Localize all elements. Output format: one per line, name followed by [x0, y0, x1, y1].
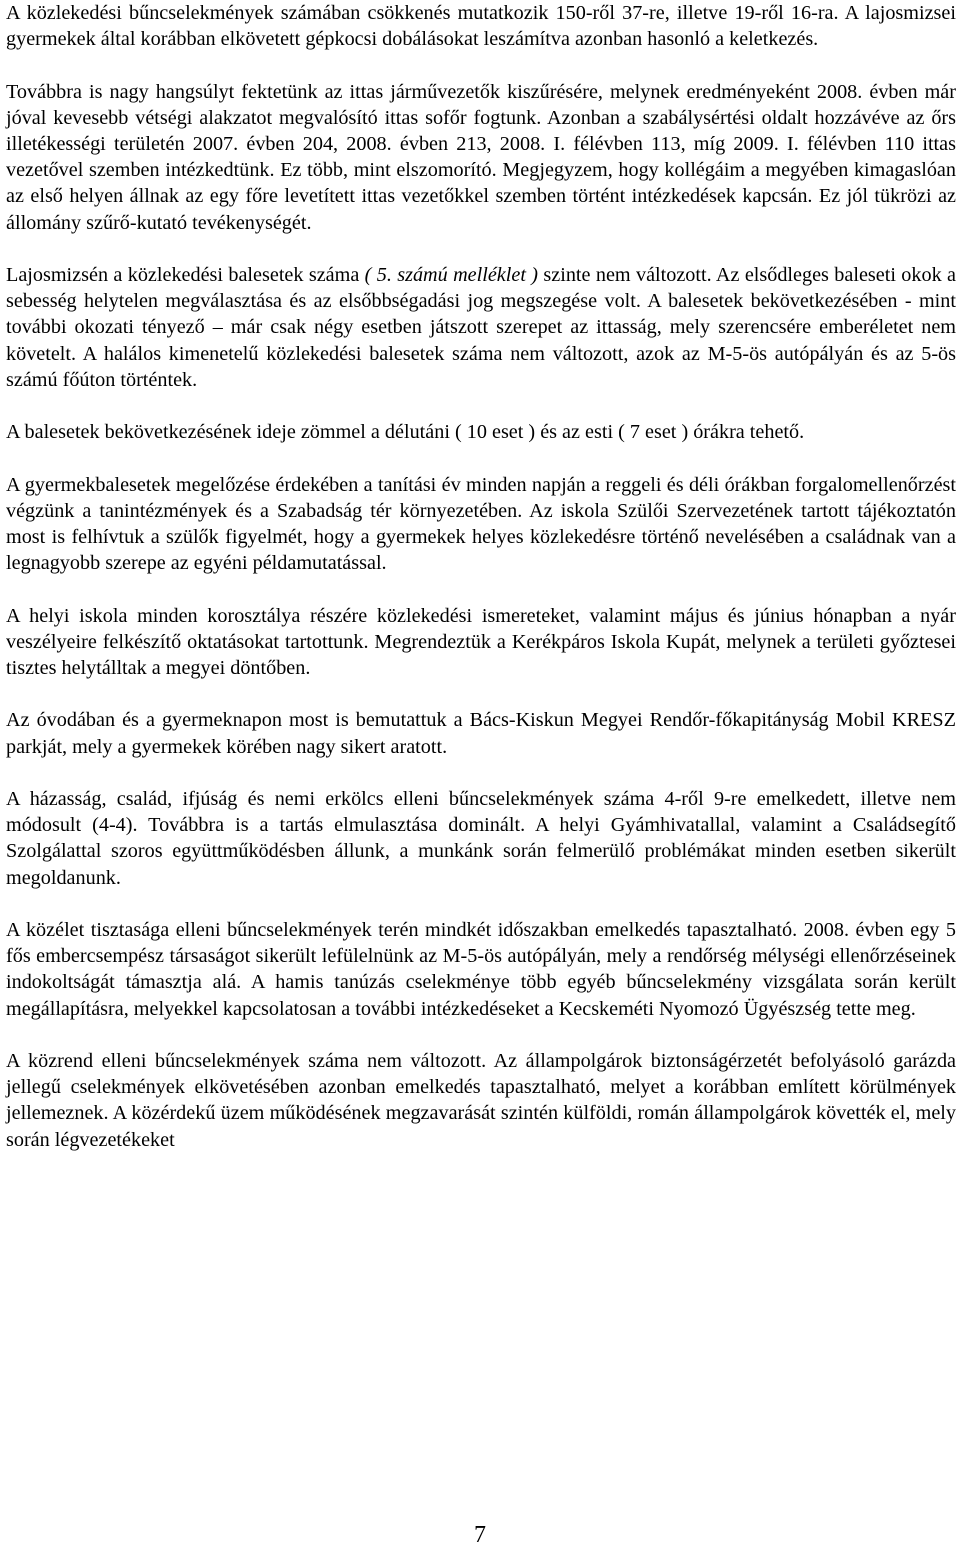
paragraph-child-accident-prevention: A gyermekbalesetek megelőzése érdekében a tanítási év minden napján a reggeli és déli órákban forgalomellenőrzést végzünk a tanintézmények és a Szabadság tér környezetében. Az iskola Szülői Szervezetének tartott tájékoztatón most is felhívtuk a szülők figyelmét, hogy a gyermekek helyes közlekedésre történő nevelésében a családnak van a legnagyobb szerepe az egyéni példamutatással.: [6, 473, 956, 575]
paragraph-drunk-drivers: Továbbra is nagy hangsúlyt fektetünk az ittas járművezetők kiszűrésére, melynek eredményeként 2008. évben már jóval kevesebb vétségi alakzatot megvalósító ittas sofőr fogtunk. Azonban a szabálysértési oldalt hozzávéve az őrs illetékességi területén 2007. évben 204, 2008. évben 213, 2008. I. félévben 113, míg 2009. I. félévben 110 ittas vezetővel szemben intézkedtünk. Ez több, mint elszomorító. Megjegyzem, hogy kollégáim a megyében kimagaslóan az első helyen állnak az egy főre levetített ittas vezetőkkel szemben történt intézkedések kapcsán. Ez jól tükrözi az állomány szűrő-kutató tevékenységét.: [6, 80, 956, 234]
accidents-text-after: szinte nem változott. Az elsődleges baleseti okok a sebesség helytelen megválasztása és az elsőbbségadási jog megszegése volt. A balesetek bekövetkezésében - mint további okozati tényező – már csak négy esetben játszott szerepet az ittasság, mely szerencsére emberéletet nem követelt. A halálos kimenetelű közlekedési balesetek száma nem változott, azok az M-5-ös autópályán és az 5-ös számú főúton történtek.: [6, 264, 957, 391]
paragraph-kindergarten: Az óvodában és a gyermeknapon most is bemutattuk a Bács-Kiskun Megyei Rendőr-főkapitányság Mobil KRESZ parkját, mely a gyermekek körében nagy sikert aratott.: [6, 709, 956, 758]
paragraph-public-integrity: A közélet tisztasága elleni bűncselekmények terén mindkét időszakban emelkedés tapasztalható. 2008. évben egy 5 fős embercsempész társaságot sikerült lefülelnünk az M-5-ös autópályán, mely a rendőrség mélységi ellenőrzéseinek indokoltságát támasztja alá. A hamis tanúzás cselekménye több egyéb bűncselekmény vizsgálata során került megállapításra, melyekkel kapcsolatosan a további intézkedéseket a Kecskeméti Nyomozó Ügyészség tette meg.: [6, 918, 956, 1020]
page-number: 7: [474, 1522, 486, 1548]
paragraph-traffic-crimes: A közlekedési bűncselekmények számában csökkenés mutatkozik 150-ről 37-re, illetve 19-ről 16-ra. A lajosmizsei gyermekek által korábban elkövetett gépkocsi dobálásokat leszámítva azonban hasonló a keletkezés.: [6, 2, 956, 51]
annex-reference: ( 5. számú melléklet ): [364, 264, 539, 286]
paragraph-accident-times: A balesetek bekövetkezésének ideje zömmel a délutáni ( 10 eset ) és az esti ( 7 eset ) órákra tehető.: [6, 421, 805, 444]
paragraph-accidents: [6, 262, 956, 393]
paragraph-school-education: A helyi iskola minden korosztálya részére közlekedési ismereteket, valamint május és június hónapban a nyár veszélyeire felkészítő oktatásokat tartottunk. Megrendeztük a Kerékpáros Iskola Kupát, melynek a területi győztesei tisztes helytálltak a megyei döntőben.: [6, 604, 956, 679]
accidents-text-before: Lajosmizsén a közlekedési balesetek száma: [6, 264, 365, 286]
paragraph-family-crimes: A házasság, család, ifjúság és nemi erkölcs elleni bűncselekmények száma 4-ről 9-re emelkedett, illetve nem módosult (4-4). Továbbra is a tartás elmulasztása dominált. A helyi Gyámhivatallal, valamint a Családsegítő Szolgálattal szoros együttműködésben állunk, a munkánk során felmerülő problémákat minden esetben sikerült megoldanunk.: [6, 787, 956, 889]
document-page: [6, 0, 956, 1179]
paragraph-public-order: A közrend elleni bűncselekmények száma nem változott. Az állampolgárok biztonságérzetét befolyásoló garázda jellegű cselekmények elkövetésében azonban emelkedés tapasztalható, melyet a korábban említett körülmények jellemeznek. A közérdekű üzem működésének megzavarását szintén külföldi, román állampolgárok követték el, mely során légvezetékeket: [6, 1049, 956, 1151]
